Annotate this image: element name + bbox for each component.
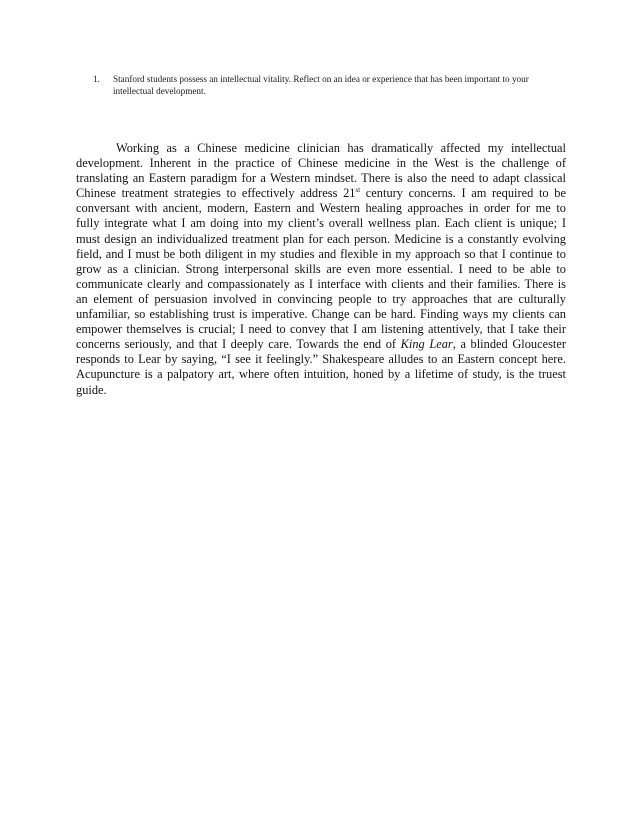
essay-text: fully integrate what I am doing into my client’s overall wellness plan. Each client is unique; I [76,216,566,231]
essay-text: empower themselves is crucial; I need to convey that I am listening attentively, that I take their [76,322,566,337]
prompt-text: Stanford students possess an intellectual vitality. Reflect on an idea or experience that has been important to your intellectual development. [113,74,529,96]
essay-line [76,262,566,277]
essay-line [76,307,566,322]
essay-line [76,247,566,262]
essay-text: must design an individualized treatment plan for each person. Medicine is a constantly evolving [76,231,566,246]
essay-line [76,383,566,398]
essay-line [76,201,566,216]
essay-line [76,277,566,292]
essay-text: conversant with ancient, modern, Eastern and Western healing approaches in order for me to [76,201,566,216]
essay-line [76,156,566,171]
essay-text: concerns seriously, and that I deeply care. Towards the end of [76,337,401,352]
essay-text: Acupuncture is a palpatory art, where often intuition, honed by a lifetime of study, is the truest [76,367,566,382]
essay-text: unfamiliar, so establishing trust is imperative. Change can be hard. Finding ways my clients can [76,307,566,322]
essay-line [76,337,566,352]
essay-text: Working as a Chinese medicine clinician has dramatically affected my intellectual [116,141,566,155]
essay-text: responds to Lear by saying, “I see it feelingly.” Shakespeare alludes to an Eastern concept here. [76,352,566,367]
essay-text: communicate clearly and compassionately as I interface with clients and their families. There is [76,276,566,291]
essay-text: Chinese treatment strategies to effectively address 21 [76,186,356,201]
essay-text: translating an Eastern paradigm for a Western mindset. There is also the need to adapt classical [76,171,566,186]
essay-line [76,216,566,231]
essay-line [76,367,566,382]
essay-text: an element of persuasion involved in convincing people to try approaches that are culturally [76,291,566,306]
essay-line [76,141,566,156]
essay-line [76,292,566,307]
superscript: st [355,186,361,195]
essay-line [76,171,566,186]
essay-text: , a blinded Gloucester [452,337,566,352]
essay-text: field, and I must be both diligent in my studies and flexible in my approach so that I continue to [76,246,566,261]
essay-text: guide. [76,382,107,397]
essay-prompt [93,73,563,97]
essay-body [76,141,566,398]
essay-line [76,322,566,337]
essay-line [76,232,566,247]
essay-line [76,352,566,367]
essay-text: century concerns. I am required to be [360,186,566,201]
prompt-number: 1. [93,74,100,84]
essay-line [76,186,566,201]
italic-title: King Lear [400,337,453,352]
essay-text: grow as a clinician. Strong interpersonal skills are even more essential. I need to be able to [76,261,566,276]
essay-text: development. Inherent in the practice of Chinese medicine in the West is the challenge of [76,156,566,171]
